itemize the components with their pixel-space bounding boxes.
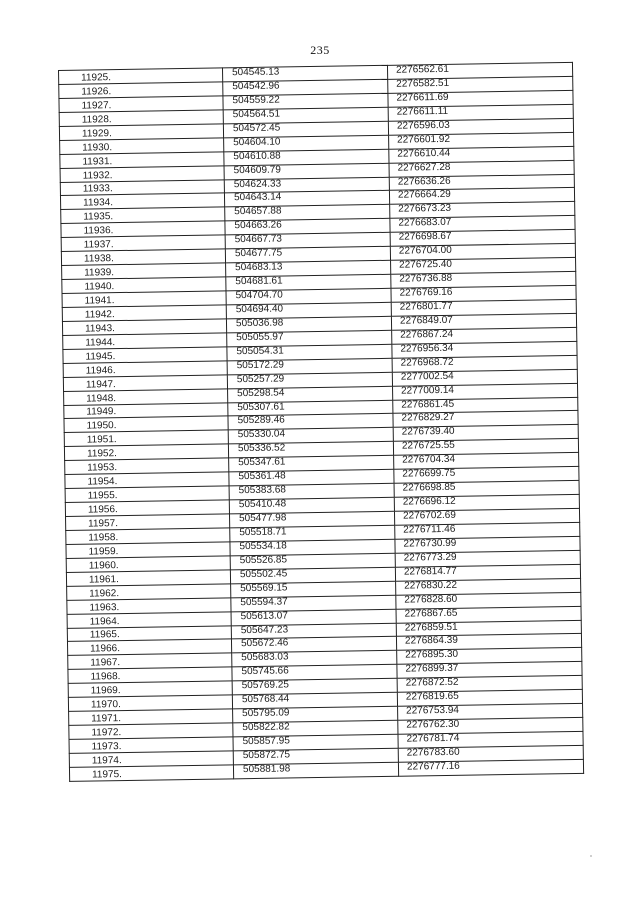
point-number-cell: 11949.: [64, 402, 228, 419]
x-coordinate-cell: 505055.97: [227, 330, 392, 347]
point-number-cell: 11942.: [62, 305, 226, 322]
y-coordinate-cell: 2276872.52: [397, 676, 582, 693]
point-number-cell: 11941.: [62, 291, 226, 308]
point-number-cell: 11969.: [68, 681, 232, 698]
x-coordinate-cell: 505036.98: [226, 316, 391, 333]
x-coordinate-cell: 505613.07: [231, 609, 396, 626]
x-coordinate-cell: 505054.31: [227, 344, 392, 361]
x-coordinate-cell: 505289.46: [228, 414, 393, 431]
x-coordinate-cell: 504683.13: [226, 260, 391, 277]
point-number-cell: 11955.: [65, 486, 229, 503]
y-coordinate-cell: 2276849.07: [391, 313, 576, 330]
x-coordinate-cell: 505857.95: [233, 734, 398, 751]
point-number-cell: 11926.: [59, 82, 223, 99]
point-number-cell: 11963.: [67, 597, 231, 614]
y-coordinate-cell: 2276562.61: [387, 62, 572, 79]
point-number-cell: 11951.: [64, 430, 228, 447]
coordinate-table-body: [59, 62, 584, 781]
point-number-cell: 11971.: [69, 709, 233, 726]
x-coordinate-cell: 504572.45: [223, 121, 388, 138]
y-coordinate-cell: 2276698.67: [390, 230, 575, 247]
point-number-cell: 11957.: [66, 514, 230, 531]
y-coordinate-cell: 2276859.51: [396, 620, 581, 637]
point-number-cell: 11937.: [61, 235, 225, 252]
x-coordinate-cell: 504663.26: [225, 219, 390, 236]
x-coordinate-cell: 505822.82: [233, 720, 398, 737]
y-coordinate-cell: 2276627.28: [389, 160, 574, 177]
point-number-cell: 11956.: [65, 500, 229, 517]
point-number-cell: 11952.: [64, 444, 228, 461]
point-number-cell: 11938.: [61, 249, 225, 266]
x-coordinate-cell: 504609.79: [224, 163, 389, 180]
x-coordinate-cell: 505361.48: [229, 469, 394, 486]
x-coordinate-cell: 505534.18: [230, 539, 395, 556]
point-number-cell: 11943.: [62, 319, 226, 336]
y-coordinate-cell: 2276801.77: [391, 299, 576, 316]
point-number-cell: 11975.: [69, 765, 233, 782]
x-coordinate-cell: 505672.46: [231, 637, 396, 654]
x-coordinate-cell: 505336.52: [228, 442, 393, 459]
y-coordinate-cell: 2277002.54: [392, 369, 577, 386]
x-coordinate-cell: 504624.33: [224, 177, 389, 194]
y-coordinate-cell: 2276781.74: [398, 731, 583, 748]
y-coordinate-cell: 2276611.69: [388, 90, 573, 107]
x-coordinate-cell: 504610.88: [224, 149, 389, 166]
x-coordinate-cell: 505683.03: [232, 651, 397, 668]
y-coordinate-cell: 2276699.75: [394, 467, 579, 484]
y-coordinate-cell: 2276596.03: [388, 118, 573, 135]
x-coordinate-cell: 505569.15: [231, 581, 396, 598]
y-coordinate-cell: 2276611.11: [388, 104, 573, 121]
page-number: 235: [310, 43, 330, 57]
x-coordinate-cell: 504667.73: [225, 233, 390, 250]
scan-speck: [590, 855, 592, 857]
point-number-cell: 11972.: [69, 723, 233, 740]
y-coordinate-cell: 2276828.60: [396, 592, 581, 609]
y-coordinate-cell: 2276861.45: [393, 397, 578, 414]
x-coordinate-cell: 505795.09: [233, 706, 398, 723]
y-coordinate-cell: 2276753.94: [398, 703, 583, 720]
y-coordinate-cell: 2276814.77: [395, 564, 580, 581]
y-coordinate-cell: 2276867.65: [396, 606, 581, 623]
point-number-cell: 11947.: [63, 375, 227, 392]
x-coordinate-cell: 505172.29: [227, 358, 392, 375]
coordinate-table: [58, 62, 584, 782]
y-coordinate-cell: 2276683.07: [390, 216, 575, 233]
point-number-cell: 11927.: [59, 96, 223, 113]
y-coordinate-cell: 2276829.27: [393, 411, 578, 428]
point-number-cell: 11936.: [61, 221, 225, 238]
y-coordinate-cell: 2276725.55: [393, 439, 578, 456]
point-number-cell: 11967.: [68, 653, 232, 670]
y-coordinate-cell: 2276762.30: [398, 717, 583, 734]
y-coordinate-cell: 2276773.29: [395, 550, 580, 567]
point-number-cell: 11931.: [60, 152, 224, 169]
y-coordinate-cell: 2277009.14: [393, 383, 578, 400]
point-number-cell: 11948.: [64, 388, 228, 405]
point-number-cell: 11954.: [65, 472, 229, 489]
point-number-cell: 11944.: [63, 333, 227, 350]
y-coordinate-cell: 2276696.12: [394, 494, 579, 511]
x-coordinate-cell: 505647.23: [231, 623, 396, 640]
point-number-cell: 11959.: [66, 542, 230, 559]
point-number-cell: 11965.: [67, 625, 231, 642]
point-number-cell: 11929.: [59, 124, 223, 141]
x-coordinate-cell: 505526.85: [230, 553, 395, 570]
point-number-cell: 11930.: [60, 138, 224, 155]
y-coordinate-cell: 2276867.24: [392, 327, 577, 344]
point-number-cell: 11928.: [59, 110, 223, 127]
x-coordinate-cell: 505410.48: [229, 497, 394, 514]
y-coordinate-cell: 2276899.37: [397, 662, 582, 679]
x-coordinate-cell: 504542.96: [223, 79, 388, 96]
point-number-cell: 11953.: [65, 458, 229, 475]
point-number-cell: 11961.: [66, 570, 230, 587]
x-coordinate-cell: 504681.61: [226, 274, 391, 291]
x-coordinate-cell: 505768.44: [232, 692, 397, 709]
x-coordinate-cell: 505347.61: [229, 456, 394, 473]
x-coordinate-cell: 505383.68: [229, 483, 394, 500]
x-coordinate-cell: 504545.13: [222, 65, 387, 82]
point-number-cell: 11925.: [59, 68, 223, 85]
point-number-cell: 11934.: [60, 193, 224, 210]
x-coordinate-cell: 505881.98: [233, 762, 398, 779]
point-number-cell: 11960.: [66, 556, 230, 573]
x-coordinate-cell: 504704.70: [226, 288, 391, 305]
point-number-cell: 11940.: [62, 277, 226, 294]
y-coordinate-cell: 2276769.16: [391, 285, 576, 302]
x-coordinate-cell: 504643.14: [224, 191, 389, 208]
y-coordinate-cell: 2276704.34: [394, 453, 579, 470]
y-coordinate-cell: 2276664.29: [389, 188, 574, 205]
y-coordinate-cell: 2276956.34: [392, 341, 577, 358]
point-number-cell: 11968.: [68, 667, 232, 684]
y-coordinate-cell: 2276636.26: [389, 174, 574, 191]
y-coordinate-cell: 2276783.60: [398, 745, 583, 762]
y-coordinate-cell: 2276864.39: [396, 634, 581, 651]
x-coordinate-cell: 504604.10: [224, 135, 389, 152]
y-coordinate-cell: 2276736.88: [391, 271, 576, 288]
point-number-cell: 11950.: [64, 416, 228, 433]
point-number-cell: 11935.: [61, 207, 225, 224]
point-number-cell: 11973.: [69, 737, 233, 754]
x-coordinate-cell: 505769.25: [232, 678, 397, 695]
y-coordinate-cell: 2276730.99: [395, 536, 580, 553]
y-coordinate-cell: 2276968.72: [392, 355, 577, 372]
y-coordinate-cell: 2276711.46: [395, 522, 580, 539]
x-coordinate-cell: 505745.66: [232, 665, 397, 682]
point-number-cell: 11939.: [62, 263, 226, 280]
y-coordinate-cell: 2276582.51: [388, 76, 573, 93]
point-number-cell: 11970.: [68, 695, 232, 712]
coordinate-table-wrapper: [58, 62, 583, 782]
x-coordinate-cell: 505502.45: [230, 567, 395, 584]
y-coordinate-cell: 2276610.44: [389, 146, 574, 163]
x-coordinate-cell: 505594.37: [231, 595, 396, 612]
x-coordinate-cell: 504657.88: [225, 205, 390, 222]
x-coordinate-cell: 505298.54: [228, 386, 393, 403]
y-coordinate-cell: 2276673.23: [390, 202, 575, 219]
point-number-cell: 11945.: [63, 347, 227, 364]
point-number-cell: 11966.: [67, 639, 231, 656]
y-coordinate-cell: 2276725.40: [391, 258, 576, 275]
y-coordinate-cell: 2276895.30: [397, 648, 582, 665]
point-number-cell: 11946.: [63, 361, 227, 378]
y-coordinate-cell: 2276830.22: [396, 578, 581, 595]
x-coordinate-cell: 504677.75: [225, 246, 390, 263]
point-number-cell: 11964.: [67, 611, 231, 628]
y-coordinate-cell: 2276601.92: [389, 132, 574, 149]
point-number-cell: 11932.: [60, 165, 224, 182]
x-coordinate-cell: 504559.22: [223, 93, 388, 110]
y-coordinate-cell: 2276739.40: [393, 425, 578, 442]
point-number-cell: 11962.: [67, 584, 231, 601]
y-coordinate-cell: 2276704.00: [390, 244, 575, 261]
point-number-cell: 11933.: [60, 179, 224, 196]
x-coordinate-cell: 504564.51: [223, 107, 388, 124]
x-coordinate-cell: 505257.29: [227, 372, 392, 389]
x-coordinate-cell: 505518.71: [230, 525, 395, 542]
point-number-cell: 11958.: [66, 528, 230, 545]
y-coordinate-cell: 2276698.85: [394, 480, 579, 497]
y-coordinate-cell: 2276819.65: [397, 690, 582, 707]
y-coordinate-cell: 2276702.69: [394, 508, 579, 525]
x-coordinate-cell: 504694.40: [226, 302, 391, 319]
x-coordinate-cell: 505872.75: [233, 748, 398, 765]
y-coordinate-cell: 2276777.16: [398, 759, 583, 776]
x-coordinate-cell: 505330.04: [228, 428, 393, 445]
x-coordinate-cell: 505307.61: [228, 400, 393, 417]
point-number-cell: 11974.: [69, 751, 233, 768]
x-coordinate-cell: 505477.98: [229, 511, 394, 528]
